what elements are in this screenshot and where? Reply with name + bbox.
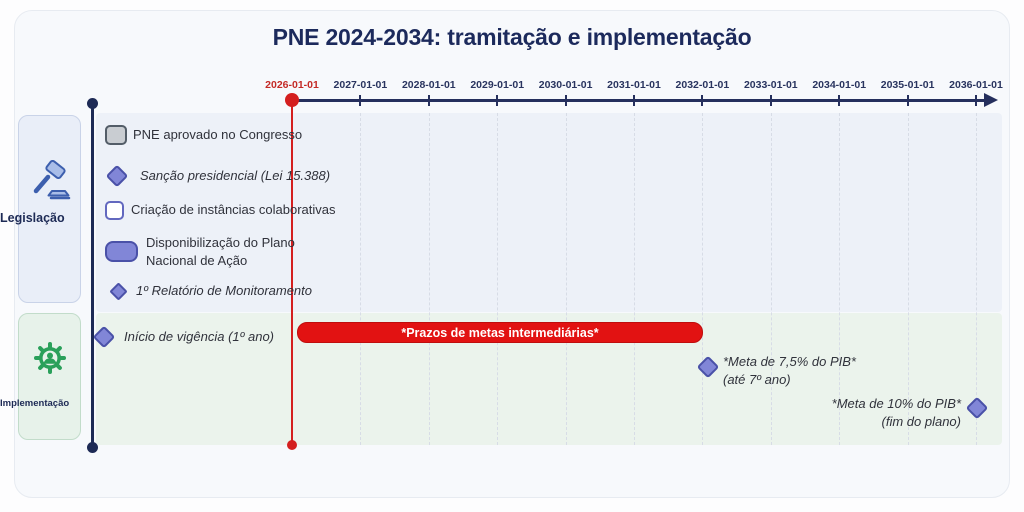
gear-person-icon: [30, 338, 70, 378]
event-line1: *Meta de 7,5% do PIB*: [723, 354, 856, 369]
gridline-2027-01-01: [360, 113, 361, 445]
timeline-axis: [292, 99, 986, 102]
sidebar-label-implementacao: Implementação: [0, 398, 70, 409]
timeline-date-2035-01-01: 2035-01-01: [880, 79, 935, 91]
tick-2029-01-01: [496, 95, 498, 106]
gridline-2031-01-01: [634, 113, 635, 445]
left-boundary-line: [91, 103, 94, 447]
event-meta-10-pib: [820, 395, 961, 431]
gridline-2032-01-01: [702, 113, 703, 445]
page-title: PNE 2024-2034: tramitação e implementação: [272, 24, 752, 50]
gridline-2028-01-01: [429, 113, 430, 445]
event-criacao-instancias: Criação de instâncias colaborativas: [131, 202, 336, 217]
timeline-date-2036-01-01: 2036-01-01: [949, 79, 1003, 91]
tick-2034-01-01: [838, 95, 840, 106]
sidebar-label-legislacao: Legislação: [0, 211, 65, 225]
highlight-date-line: [291, 100, 293, 445]
event-pne-aprovado: PNE aprovado no Congresso: [133, 127, 303, 142]
gridline-2030-01-01: [566, 113, 567, 445]
event-disponibilizacao-plano: [146, 234, 295, 270]
gridline-2029-01-01: [497, 113, 498, 445]
bar-prazos-metas: [297, 322, 703, 343]
event-line2: (até 7º ano): [723, 372, 791, 387]
marker-gray-rounded-square: [105, 125, 127, 145]
timeline-date-2026-01-01: 2026-01-01: [265, 79, 319, 91]
left-boundary-bottom-dot: [87, 442, 98, 453]
tick-2028-01-01: [428, 95, 430, 106]
timeline-date-2033-01-01: 2033-01-01: [743, 79, 798, 91]
timeline-date-2027-01-01: 2027-01-01: [333, 79, 388, 91]
event-inicio-vigencia: Início de vigência (1º ano): [124, 329, 275, 344]
event-line1: *Meta de 10% do PIB*: [831, 396, 961, 411]
marker-white-rounded-square: [105, 201, 124, 220]
event-line1: Disponibilização do Plano: [146, 235, 295, 250]
event-meta-75-pib: [723, 353, 856, 389]
sidebar-card-legislacao: [18, 115, 81, 303]
tick-2033-01-01: [770, 95, 772, 106]
timeline-arrowhead-icon: [984, 93, 998, 107]
tick-2035-01-01: [907, 95, 909, 106]
timeline-date-2032-01-01: 2032-01-01: [675, 79, 730, 91]
left-boundary-top-dot: [87, 98, 98, 109]
event-sancao-presidencial: Sanção presidencial (Lei 15.388): [140, 168, 331, 183]
event-line2: Nacional de Ação: [146, 253, 248, 268]
tick-2036-01-01: [975, 95, 977, 106]
tick-2031-01-01: [633, 95, 635, 106]
bar-label: *Prazos de metas intermediárias*: [401, 325, 599, 340]
tick-2032-01-01: [701, 95, 703, 106]
event-line2: (fim do plano): [881, 414, 961, 429]
timeline-date-2029-01-01: 2029-01-01: [470, 79, 525, 91]
tick-2027-01-01: [359, 95, 361, 106]
marker-purple-rounded-rect: [105, 241, 138, 262]
timeline-date-2030-01-01: 2030-01-01: [538, 79, 593, 91]
gridline-2033-01-01: [771, 113, 772, 445]
highlight-date-bottom-dot: [287, 440, 297, 450]
timeline-date-2028-01-01: 2028-01-01: [401, 79, 456, 91]
event-relatorio-monitoramento: 1º Relatório de Monitoramento: [136, 283, 313, 298]
highlight-date-top-dot: [285, 93, 299, 107]
timeline-date-2034-01-01: 2034-01-01: [812, 79, 867, 91]
gridline-2036-01-01: [976, 113, 977, 445]
tick-2030-01-01: [565, 95, 567, 106]
gavel-icon: [29, 160, 71, 202]
timeline-date-2031-01-01: 2031-01-01: [607, 79, 661, 91]
